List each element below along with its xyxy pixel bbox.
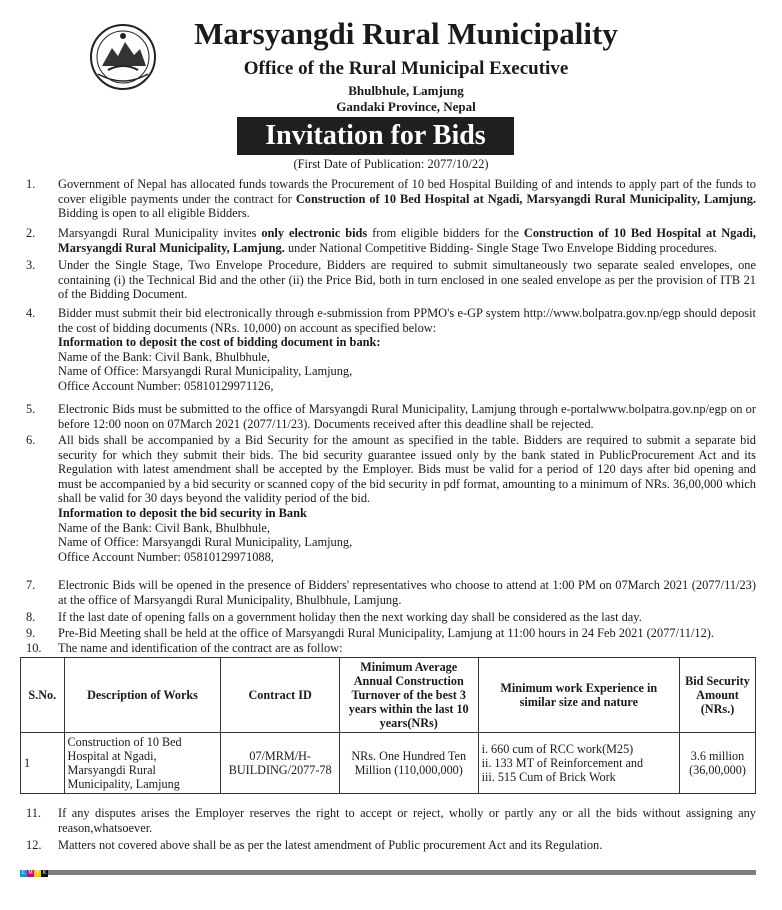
clause-7: 7. Electronic Bids will be opened in the presence of Bidders' representatives who choose to attend at 1:00 PM on 07March 2021 (2077/11/23) at the office of Marsyangdi Rural Municipality, Bhulbhule, Lamjung. — [26, 578, 756, 607]
clause-2: 2. Marsyangdi Rural Municipality invites only electronic bids from eligible bidders for the Construction of 10 Bed Hospital at Ngadi, Marsyangdi Rural Municipality, Lamjung. under National Competitive Bidding- Single Stage Two Envelope Bidding procedures. — [26, 226, 756, 255]
cyan-mark: C — [21, 870, 26, 876]
clause-number: 11. — [26, 806, 42, 820]
cell-turnover: NRs. One Hundred Ten Million (110,000,000) — [339, 733, 478, 794]
clause-number: 5. — [26, 402, 36, 416]
clause-10: 10. The name and identification of the contract are as follow: — [26, 641, 343, 655]
bank-info-title: Information to deposit the cost of bidding document in bank: — [58, 335, 381, 350]
clause-12: 12. Matters not covered above shall be as per the latest amendment of Public procurement Act and its Regulation. — [26, 838, 603, 852]
cell-sno: 1 — [21, 733, 65, 794]
clause-number: 2. — [26, 226, 36, 240]
cmyk-marks — [20, 870, 48, 877]
clause-9: 9. Pre-Bid Meeting shall be held at the office of Marsyangdi Rural Municipality, Lamjung at 11:00 hours in 24 Feb 2021 (2077/11/12). — [26, 626, 715, 640]
col-turnover: Minimum Average Annual Construction Turnover of the best 3 years within the last 10 years(NRs) — [339, 658, 478, 733]
office-name-line: Name of Office: Marsyangdi Rural Municipality, Lamjung, — [58, 364, 353, 379]
magenta-mark: M — [28, 870, 33, 876]
cell-contract-id: 07/MRM/H-BUILDING/2077-78 — [221, 733, 339, 794]
account-number: Office Account Number: 05810129971088, — [58, 549, 274, 564]
clause-11: 11. If any disputes arises the Employer reserves the right to accept or reject, wholly or partly any or all the bids without assigning any reason,whatsoever. — [26, 806, 756, 835]
col-description: Description of Works — [64, 658, 221, 733]
clause-number: 9. — [26, 626, 36, 640]
yellow-mark: Y — [35, 870, 40, 876]
col-contract-id: Contract ID — [221, 658, 339, 733]
print-registration-bar — [20, 870, 756, 875]
clause-number: 10. — [26, 641, 42, 655]
bank-name: Name of the Bank: Civil Bank, Bhulbhule, — [58, 349, 270, 364]
col-experience: Minimum work Experience in similar size and nature — [478, 658, 679, 733]
address-line-2: Gandaki Province, Nepal — [336, 99, 476, 114]
office-name: Office of the Rural Municipal Executive — [243, 58, 569, 79]
security-info-title: Information to deposit the bid security in Bank — [58, 505, 307, 520]
clause-8: 8. If the last date of opening falls on a government holiday then the next working day shall be considered as the last day. — [26, 610, 642, 624]
office-name-line: Name of Office: Marsyangdi Rural Municipality, Lamjung, — [58, 535, 353, 550]
notice-banner: Invitation for Bids — [237, 117, 514, 155]
cell-security: 3.6 million (36,00,000) — [680, 733, 756, 794]
cell-experience: i. 660 cum of RCC work(M25) ii. 133 MT of Reinforcement and iii. 515 Cum of Brick Work — [478, 733, 679, 794]
clause-6: 6. All bids shall be accompanied by a Bid Security for the amount as specified in the table. Bidders are required to submit a separate bid security for which they submit their bids. The bid security guarantee issued only by the bank stated in PublicProcurement Act and its Regulation with latest amendment shall be accepted by the Employer. Bids must be valid for a period of 120 days after bid opening and must be accompanied by a bid security or scanned copy of the bid security in pdf format, amounting to a minimum of NRs. 36,00,000 which shall be valid for 30 days beyond the validity period of the bid. Information to deposit the bid security in Bank Name of the Bank: Civil Bank, Bhulbhule, Name of Office: Marsyangdi Rural Municipality, Lamjung, Office Account Number: 05810129971088, — [26, 433, 756, 564]
clause-number: 1. — [26, 177, 36, 191]
clause-number: 12. — [26, 838, 42, 852]
publication-date: (First Date of Publication: 2077/10/22) — [293, 157, 489, 171]
table-header-row — [21, 658, 756, 733]
col-sno: S.No. — [21, 658, 65, 733]
clause-number: 6. — [26, 433, 36, 447]
clause-number: 3. — [26, 258, 36, 272]
clause-number: 4. — [26, 306, 36, 320]
table-row — [21, 733, 756, 794]
clause-3: 3. Under the Single Stage, Two Envelope Procedure, Bidders are required to submit simultaneously two separate sealed envelopes, one containing (i) the Technical Bid and the other (ii) the Price Bid, both in turn enclosed in one sealed envelope as per the provision of ITB 21 of the Bidding Document. — [26, 258, 756, 302]
col-security: Bid Security Amount (NRs.) — [680, 658, 756, 733]
cell-description: Construction of 10 Bed Hospital at Ngadi, Marsyangdi Rural Municipality, Lamjung — [64, 733, 221, 794]
clause-5: 5. Electronic Bids must be submitted to the office of Marsyangdi Rural Municipality, Lamjung through e-portalwww.bolpatra.gov.np/egp on or before 12:00 noon on 07March 2021 (2077/11/23). Documents received after this deadline shall be rejected. — [26, 402, 756, 431]
contract-table — [20, 657, 756, 794]
organization-name: Marsyangdi Rural Municipality — [194, 16, 618, 51]
clause-1: 1. Government of Nepal has allocated funds towards the Procurement of 10 bed Hospital Building of and intends to apply part of the funds to cover eligible payments under the contract for Construction of 10 Bed Hospital at Ngadi, Marsyangdi Rural Municipality, Lamjung. Bidding is open to all eligible Bidders. — [26, 177, 757, 221]
bank-name: Name of the Bank: Civil Bank, Bhulbhule, — [58, 520, 270, 535]
clause-4: 4. Bidder must submit their bid electronically through e-submission from PPMO's e-GP system http://www.bolpatra.gov.np/egp should deposit the cost of bidding documents (NRs. 10,000) on account as specified below: Information to deposit the cost of bidding document in bank: Name of the Bank: Civil Bank, Bhulbhule, Name of Office: Marsyangdi Rural Municipality, Lamjung, Office Account Number: 05810129971126, — [26, 306, 756, 393]
account-number: Office Account Number: 05810129971126, — [58, 378, 274, 393]
clause-number: 8. — [26, 610, 36, 624]
address-line-1: Bhulbhule, Lamjung — [348, 83, 464, 98]
black-mark: K — [42, 870, 47, 876]
clause-number: 7. — [26, 578, 36, 592]
